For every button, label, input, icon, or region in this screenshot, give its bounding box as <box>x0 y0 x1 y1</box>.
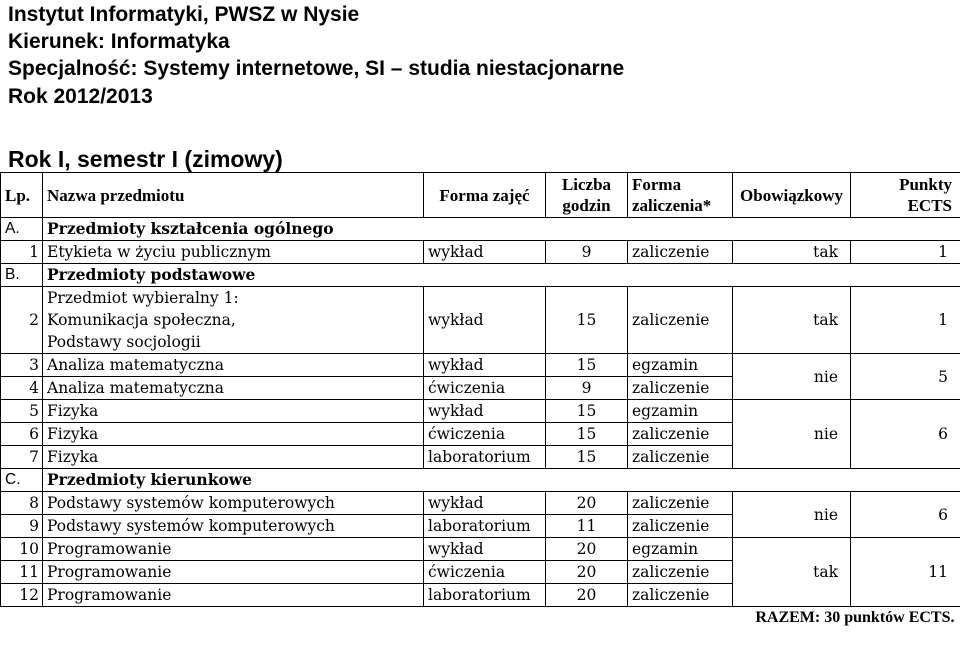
table-row <box>1 241 960 264</box>
section-row-a <box>1 218 960 241</box>
row-credit: zaliczenie <box>628 423 733 446</box>
row-credit: zaliczenie <box>628 515 733 538</box>
row-credit: zaliczenie <box>628 446 733 469</box>
row-subject: Programowanie <box>43 584 424 607</box>
row-subject: Fizyka <box>43 400 424 423</box>
row-lp: 4 <box>1 377 43 400</box>
row-subject: Programowanie <box>43 538 424 561</box>
row-mandatory: tak <box>733 538 851 607</box>
academic-year: Rok 2012/2013 <box>8 85 153 108</box>
row-form: wykład <box>424 538 546 561</box>
specialization: Specjalność: Systemy internetowe, SI – studia niestacjonarne <box>8 57 625 80</box>
section-name: Przedmioty kształcenia ogólnego <box>43 218 960 241</box>
row-mandatory: tak <box>733 287 851 354</box>
section-code: C. <box>1 469 43 492</box>
table-row <box>1 400 960 423</box>
section-row-b <box>1 264 960 287</box>
row-form: laboratorium <box>424 584 546 607</box>
institute-title: Instytut Informatyki, PWSZ w Nysie <box>8 3 360 26</box>
row-credit: zaliczenie <box>628 561 733 584</box>
curriculum-table <box>0 172 960 629</box>
row-hours: 9 <box>546 377 628 400</box>
col-header-ects: Punkty ECTS <box>851 173 960 218</box>
col-header-lp: Lp. <box>1 173 43 218</box>
row-lp: 11 <box>1 561 43 584</box>
section-name: Przedmioty podstawowe <box>43 264 960 287</box>
row-hours: 20 <box>546 584 628 607</box>
total-ects: RAZEM: 30 punktów ECTS. <box>733 607 960 630</box>
section-row-c <box>1 469 960 492</box>
row-mandatory: nie <box>733 400 851 469</box>
row-hours: 15 <box>546 287 628 354</box>
row-subject: Programowanie <box>43 561 424 584</box>
row-form: ćwiczenia <box>424 377 546 400</box>
row-ects: 5 <box>851 354 960 400</box>
row-form: laboratorium <box>424 515 546 538</box>
row-lp: 6 <box>1 423 43 446</box>
row-form: ćwiczenia <box>424 561 546 584</box>
row-form: wykład <box>424 287 546 354</box>
table-row <box>1 287 960 354</box>
row-credit: zaliczenie <box>628 287 733 354</box>
row-mandatory: nie <box>733 354 851 400</box>
row-lp: 7 <box>1 446 43 469</box>
row-hours: 20 <box>546 538 628 561</box>
col-header-hours: Liczba godzin <box>546 173 628 218</box>
row-credit: egzamin <box>628 354 733 377</box>
row-ects: 6 <box>851 492 960 538</box>
row-lp: 5 <box>1 400 43 423</box>
table-row <box>1 538 960 561</box>
row-hours: 20 <box>546 492 628 515</box>
row-lp: 12 <box>1 584 43 607</box>
row-subject: Podstawy systemów komputerowych <box>43 515 424 538</box>
row-credit: zaliczenie <box>628 241 733 264</box>
row-subject: Analiza matematyczna <box>43 377 424 400</box>
row-mandatory: tak <box>733 241 851 264</box>
table-row <box>1 492 960 515</box>
row-subject: Podstawy systemów komputerowych <box>43 492 424 515</box>
section-code: A. <box>1 218 43 241</box>
row-ects: 1 <box>851 287 960 354</box>
col-header-mandatory: Obowiązkowy <box>733 173 851 218</box>
row-hours: 11 <box>546 515 628 538</box>
row-form: wykład <box>424 492 546 515</box>
total-row <box>1 607 960 630</box>
col-header-form: Forma zajęć <box>424 173 546 218</box>
row-form: wykład <box>424 241 546 264</box>
section-code: B. <box>1 264 43 287</box>
row-subject: Fizyka <box>43 423 424 446</box>
row-lp: 3 <box>1 354 43 377</box>
row-hours: 9 <box>546 241 628 264</box>
row-hours: 20 <box>546 561 628 584</box>
row-subject: Fizyka <box>43 446 424 469</box>
row-subject: Analiza matematyczna <box>43 354 424 377</box>
row-lp: 9 <box>1 515 43 538</box>
table-header-row <box>1 173 960 218</box>
row-subject: Etykieta w życiu publicznym <box>43 241 424 264</box>
row-lp: 10 <box>1 538 43 561</box>
table-row <box>1 354 960 377</box>
semester-title: Rok I, semestr I (zimowy) <box>8 146 283 172</box>
row-form: ćwiczenia <box>424 423 546 446</box>
row-credit: egzamin <box>628 538 733 561</box>
row-hours: 15 <box>546 400 628 423</box>
row-subject: Przedmiot wybieralny 1: Komunikacja społeczna, Podstawy socjologii <box>43 287 424 354</box>
row-ects: 11 <box>851 538 960 607</box>
row-credit: zaliczenie <box>628 492 733 515</box>
row-credit: egzamin <box>628 400 733 423</box>
row-form: laboratorium <box>424 446 546 469</box>
row-form: wykład <box>424 400 546 423</box>
row-form: wykład <box>424 354 546 377</box>
col-header-name: Nazwa przedmiotu <box>43 173 424 218</box>
row-ects: 1 <box>851 241 960 264</box>
row-lp: 8 <box>1 492 43 515</box>
row-mandatory: nie <box>733 492 851 538</box>
row-hours: 15 <box>546 354 628 377</box>
section-name: Przedmioty kierunkowe <box>43 469 960 492</box>
row-hours: 15 <box>546 423 628 446</box>
col-header-credit: Forma zaliczenia* <box>628 173 733 218</box>
row-ects: 6 <box>851 400 960 469</box>
row-lp: 1 <box>1 241 43 264</box>
row-lp: 2 <box>1 287 43 354</box>
row-credit: zaliczenie <box>628 584 733 607</box>
row-credit: zaliczenie <box>628 377 733 400</box>
field-of-study: Kierunek: Informatyka <box>8 30 230 53</box>
row-hours: 15 <box>546 446 628 469</box>
